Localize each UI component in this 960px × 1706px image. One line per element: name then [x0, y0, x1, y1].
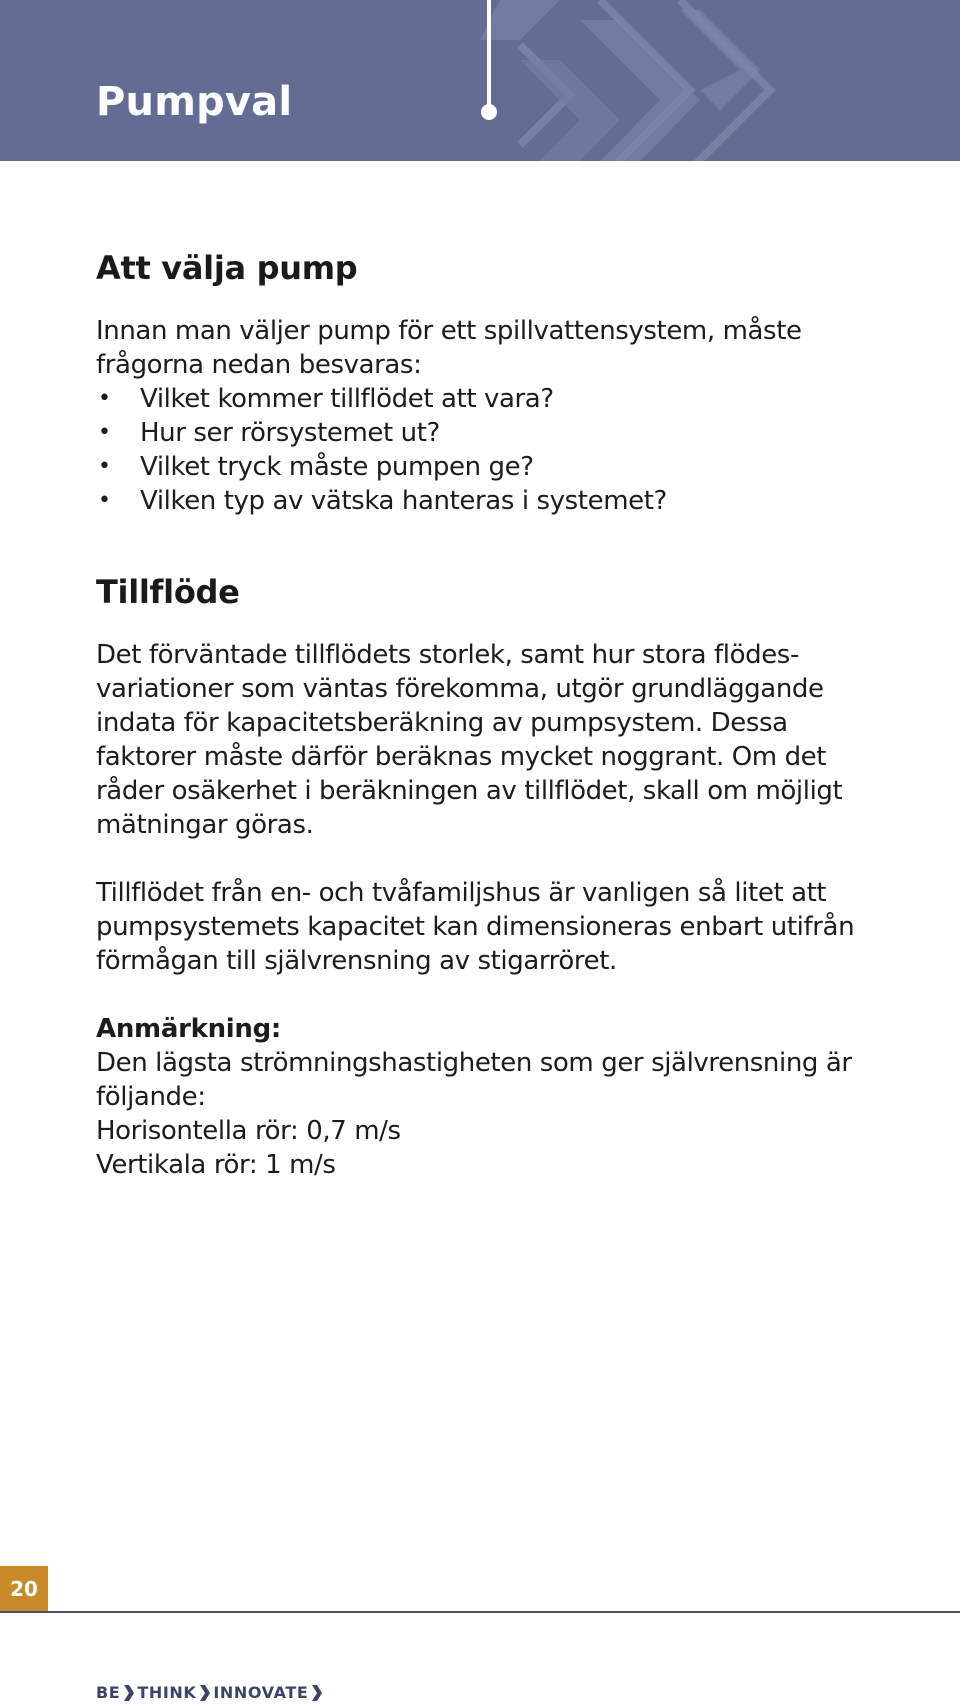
list-item: • Vilken typ av vätska hanteras i systemet?	[98, 486, 667, 516]
section-title-inflow: Tillflöde	[96, 573, 240, 611]
section-title-choose-pump: Att välja pump	[96, 249, 358, 287]
bullet-icon: •	[98, 420, 111, 445]
brand-tagline	[96, 1684, 325, 1702]
page-number-badge: 20	[0, 1566, 48, 1612]
note-text: Den lägsta strömningshastigheten som ger självrensning är följande:	[96, 1048, 852, 1112]
page-title: Pumpval	[96, 79, 293, 125]
list-item: • Vilket kommer tillflödet att vara?	[98, 384, 554, 414]
bullet-icon: •	[98, 386, 111, 411]
chevron-right-icon	[123, 1684, 135, 1702]
chevron-right-icon	[311, 1684, 323, 1702]
note-vertical-pipes: Vertikala rör: 1 m/s	[96, 1150, 336, 1180]
note-horizontal-pipes: Horisontella rör: 0,7 m/s	[96, 1116, 401, 1146]
brand-word: INNOVATE	[213, 1683, 309, 1702]
footer-divider	[0, 1611, 960, 1613]
question-list	[96, 382, 876, 518]
inflow-paragraph-1: Det förväntade tillflödets storlek, samt hur stora flödes-variationer som väntas förekomma, utgör grundläggande indata för kapacitetsberäkning av pumpsystem. Dessa faktorer måste därför beräknas mycket noggrant. Om det råder osäkerhet i beräkningen av tillflödet, skall om möjligt mätningar göras.	[96, 640, 843, 840]
list-item: • Vilket tryck måste pumpen ge?	[98, 452, 534, 482]
page-header	[0, 0, 960, 161]
brand-word: THINK	[137, 1683, 197, 1702]
note-label: Anmärkning:	[96, 1014, 282, 1044]
inflow-paragraph-2: Tillflödet från en- och tvåfamiljshus är vanligen så litet att pumpsystemets kapacitet kan dimensioneras enbart utifrån förmågan till självrensning av stigarröret.	[96, 878, 855, 976]
list-item: • Hur ser rörsystemet ut?	[98, 418, 440, 448]
chevron-right-icon	[199, 1684, 211, 1702]
bullet-icon: •	[98, 454, 111, 479]
brand-word: BE	[96, 1683, 121, 1702]
bullet-icon: •	[98, 488, 111, 513]
page-content	[96, 248, 876, 1182]
intro-paragraph: Innan man väljer pump för ett spillvattensystem, måste frågorna nedan besvaras:	[96, 316, 802, 380]
